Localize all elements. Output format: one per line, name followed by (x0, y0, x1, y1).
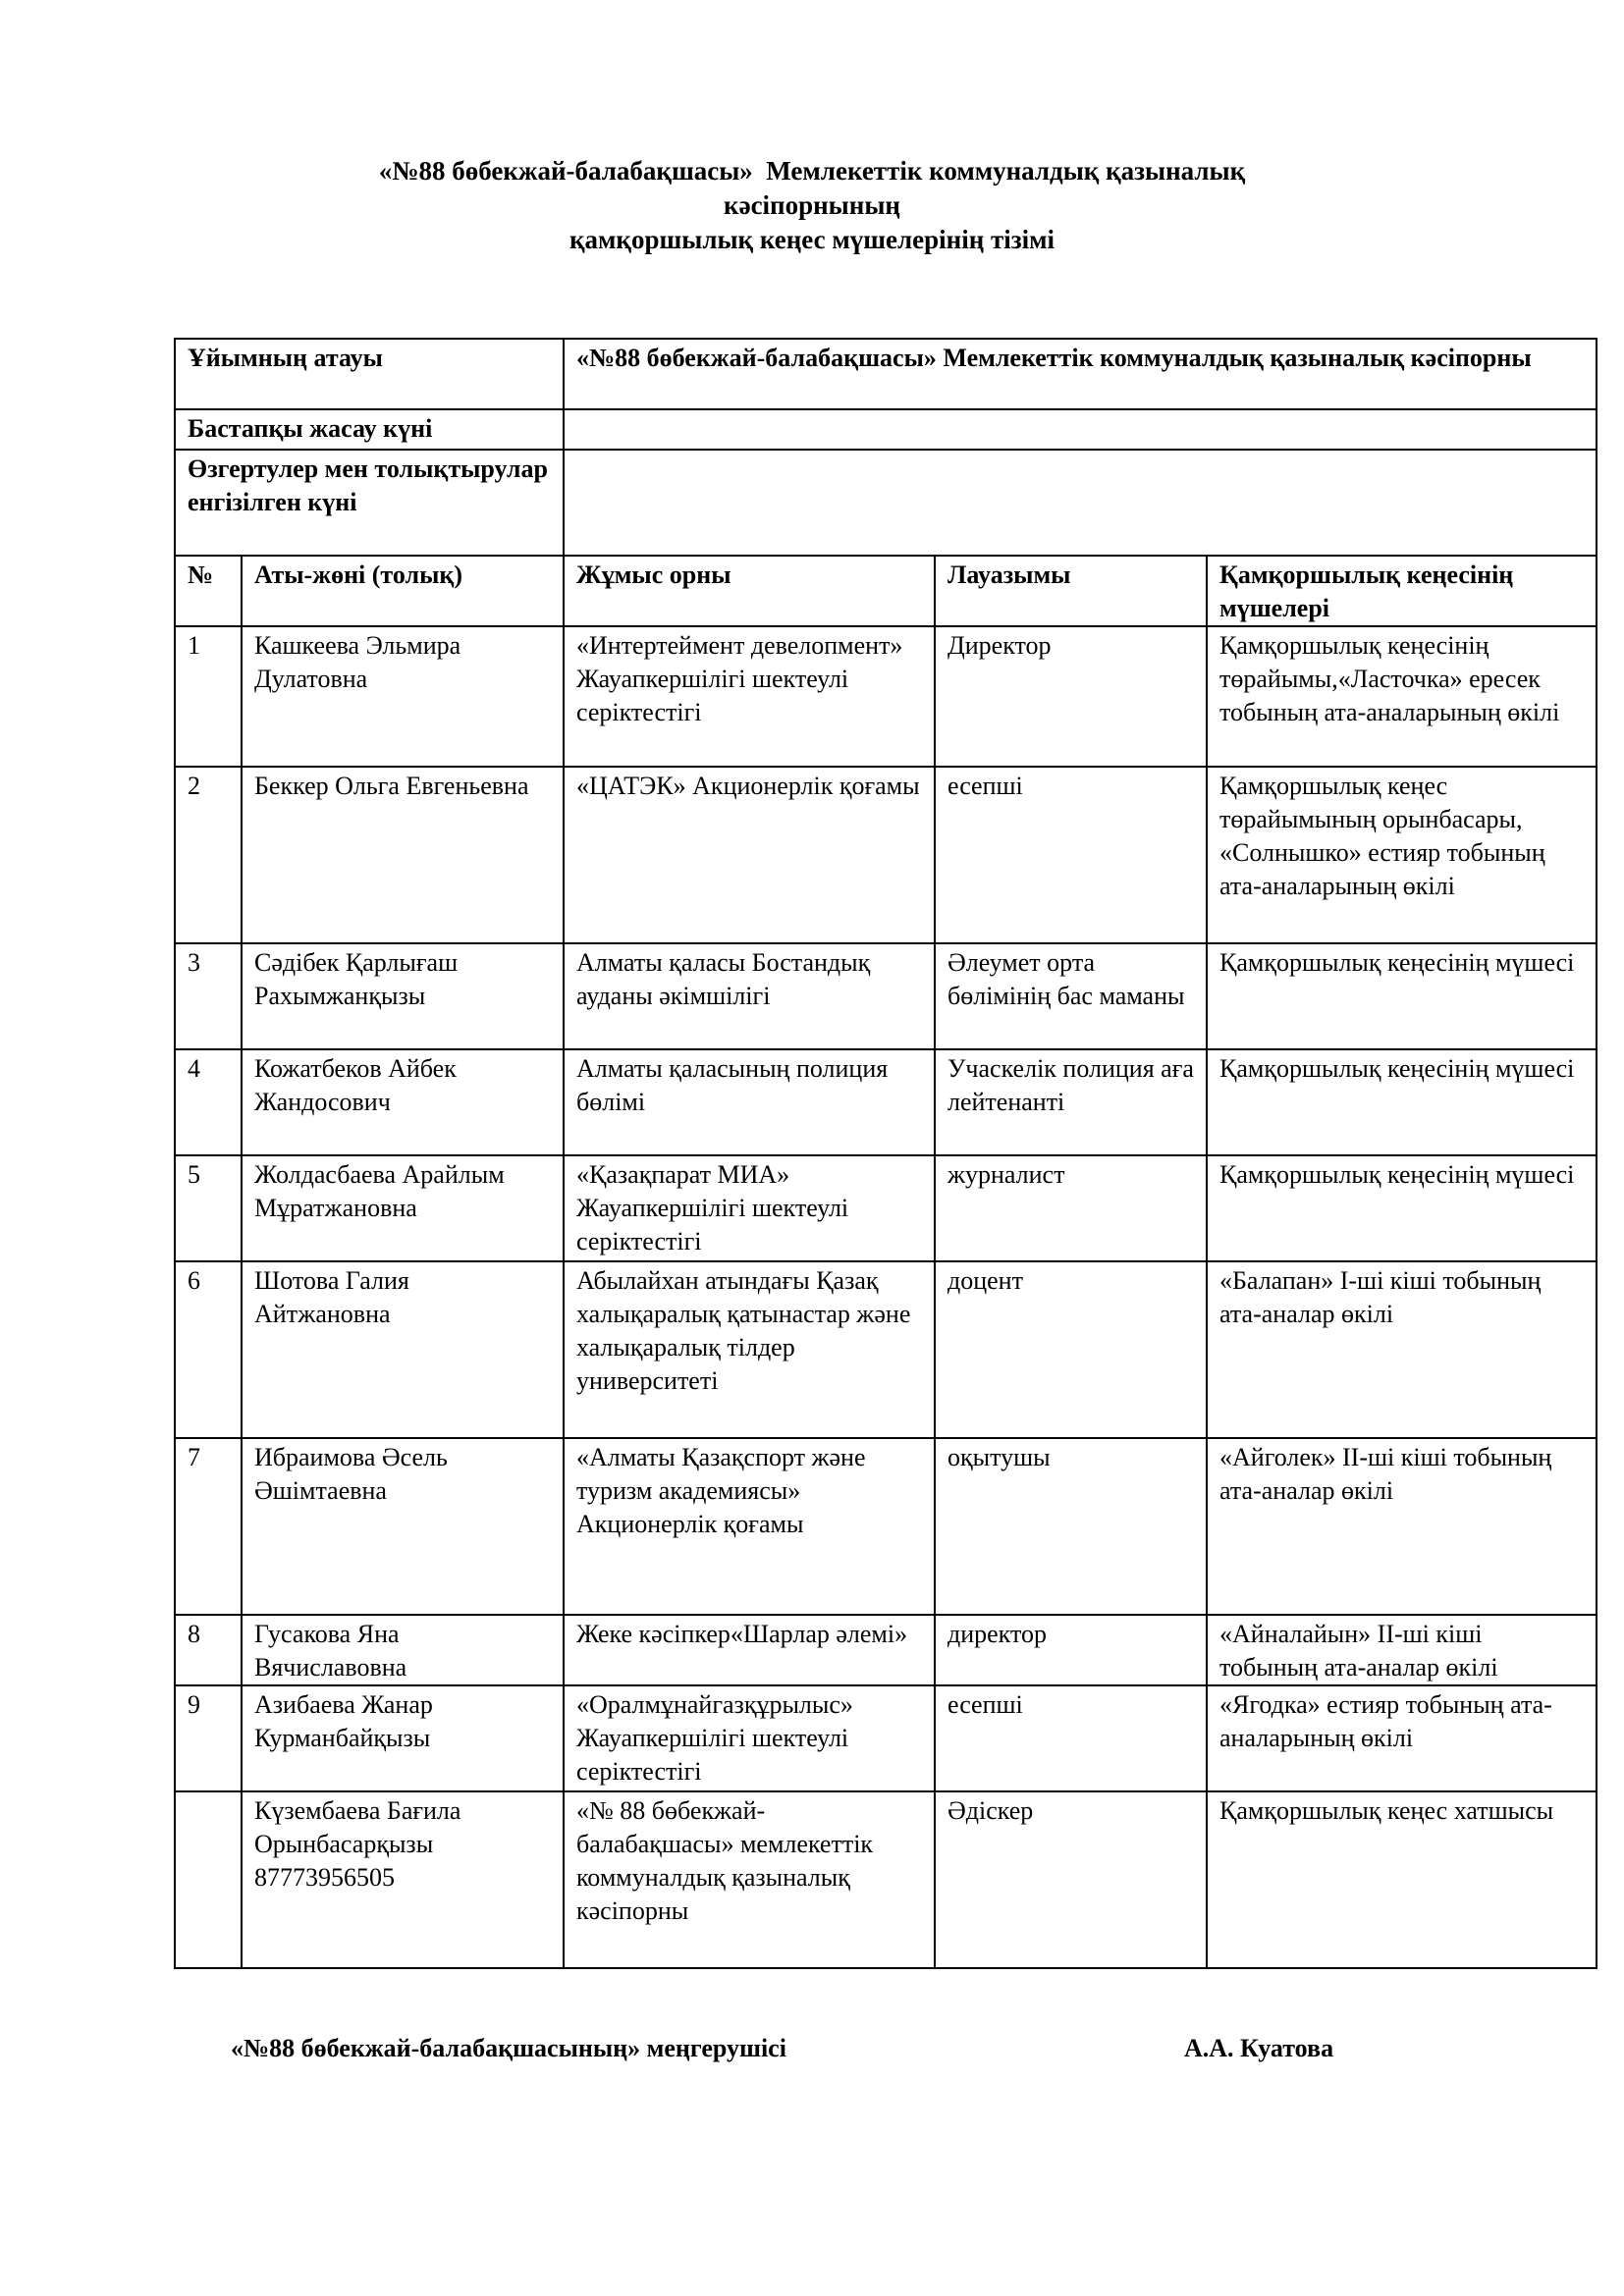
cell-position: директор (935, 1615, 1207, 1685)
col-position-header: Лауазымы (935, 556, 1207, 626)
cell-num: 6 (175, 1261, 242, 1438)
cell-board: «Айголек» II-ші кіші тобының ата-аналар өкілі (1207, 1438, 1597, 1615)
cell-work: «Қазақпарат МИА» Жауапкершілігі шектеулі серіктестігі (564, 1155, 935, 1261)
cell-board: «Айналайын» II-ші кіші тобының ата-аналар өкілі (1207, 1615, 1597, 1685)
cell-position: журналист (935, 1155, 1207, 1261)
cell-num: 3 (175, 943, 242, 1049)
cell-position: доцент (935, 1261, 1207, 1438)
org-name-value: «№88 бөбекжай-балабақшасы» Мемлекеттік коммуналдық қазыналық кәсіпорны (564, 339, 1597, 409)
cell-name: Жолдасбаева Арайлым Мұратжановна (242, 1155, 564, 1261)
cell-work: Алматы қаласы Бостандық ауданы әкімшілігі (564, 943, 935, 1049)
cell-num: 1 (175, 626, 242, 767)
document-title (0, 154, 1624, 257)
org-name-label: Ұйымның атауы (175, 339, 564, 409)
org-date-row (175, 409, 1597, 450)
title-line-3: қамқоршылық кеңес мүшелерінің тізімі (568, 225, 1056, 254)
col-board-header: Қамқоршылық кеңесінің мүшелері (1207, 556, 1597, 626)
cell-num: 5 (175, 1155, 242, 1261)
col-num-header: № (175, 556, 242, 626)
cell-name: Кожатбеков Айбек Жандосович (242, 1049, 564, 1155)
cell-name: Ибраимова Әсель Әшімтаевна (242, 1438, 564, 1615)
cell-name: Гусакова Яна Вячиславовна (242, 1615, 564, 1685)
cell-board: «Балапан» I-ші кіші тобының ата-аналар өкілі (1207, 1261, 1597, 1438)
cell-board: Қамқоршылық кеңесінің төрайымы,«Ласточка» ересек тобының ата-аналарының өкілі (1207, 626, 1597, 767)
cell-position: есепші (935, 767, 1207, 943)
cell-board: Қамқоршылық кеңес хатшысы (1207, 1791, 1597, 1968)
table-row (175, 626, 1597, 767)
cell-position: Әлеумет орта бөлімінің бас маманы (935, 943, 1207, 1049)
cell-num: 7 (175, 1438, 242, 1615)
cell-position: есепші (935, 1685, 1207, 1791)
table-row (175, 943, 1597, 1049)
org-date-value (564, 409, 1597, 450)
table-row (175, 1438, 1597, 1615)
cell-position: Әдіскер (935, 1791, 1207, 1968)
table-row (175, 767, 1597, 943)
org-name-row (175, 339, 1597, 409)
cell-work: «ЦАТЭК» Акционерлік қоғамы (564, 767, 935, 943)
org-changes-row (175, 450, 1597, 556)
table-header-row (175, 556, 1597, 626)
org-date-label: Бастапқы жасау күні (175, 409, 564, 450)
board-members-table (174, 338, 1597, 1969)
table-row (175, 1261, 1597, 1438)
cell-num (175, 1791, 242, 1968)
table-row (175, 1615, 1597, 1685)
cell-board: Қамқоршылық кеңесінің мүшесі (1207, 1049, 1597, 1155)
table-row (175, 1685, 1597, 1791)
cell-name: Азибаева Жанар Курманбайқызы (242, 1685, 564, 1791)
col-work-header: Жұмыс орны (564, 556, 935, 626)
org-changes-label: Өзгертулер мен толықтырулар енгізілген күні (175, 450, 564, 556)
cell-num: 4 (175, 1049, 242, 1155)
table-row (175, 1155, 1597, 1261)
cell-position: Учаскелік полиция аға лейтенанті (935, 1049, 1207, 1155)
cell-name: Беккер Ольга Евгеньевна (242, 767, 564, 943)
cell-work: «Алматы Қазақспорт және туризм академиясы» Акционерлік қоғамы (564, 1438, 935, 1615)
cell-work: Жеке кәсіпкер«Шарлар әлемі» (564, 1615, 935, 1685)
cell-board: Қамқоршылық кеңес төрайымының орынбасары, «Солнышко» естияр тобының ата-аналарының өкілі (1207, 767, 1597, 943)
signature-name: А.А. Куатова (1184, 2034, 1334, 2062)
cell-board: «Ягодка» естияр тобының ата-аналарының өкілі (1207, 1685, 1597, 1791)
org-changes-value (564, 450, 1597, 556)
cell-name: Шотова Галия Айтжановна (242, 1261, 564, 1438)
cell-position: оқытушы (935, 1438, 1207, 1615)
table-row (175, 1049, 1597, 1155)
cell-board: Қамқоршылық кеңесінің мүшесі (1207, 1155, 1597, 1261)
title-line-1: «№88 бөбекжай-балабақшасы» Мемлекеттік коммуналдық қазыналық (378, 156, 1246, 186)
signature-role: «№88 бөбекжай-балабақшасының» меңгерушісі (231, 2034, 786, 2062)
cell-board: Қамқоршылық кеңесінің мүшесі (1207, 943, 1597, 1049)
cell-work: «Интертеймент девелопмент» Жауапкершілігі шектеулі серіктестігі (564, 626, 935, 767)
cell-name: Кашкеева Эльмира Дулатовна (242, 626, 564, 767)
col-name-header: Аты-жөні (толық) (242, 556, 564, 626)
title-line-2: кәсіпорнының (724, 190, 900, 220)
cell-position: Директор (935, 626, 1207, 767)
cell-name: Сәдібек Қарлығаш Рахымжанқызы (242, 943, 564, 1049)
cell-num: 9 (175, 1685, 242, 1791)
cell-work: Абылайхан атындағы Қазақ халықаралық қатынастар және халықаралық тілдер университеті (564, 1261, 935, 1438)
cell-num: 8 (175, 1615, 242, 1685)
table-row (175, 1791, 1597, 1968)
cell-work: «Оралмұнайгазқұрылыс» Жауапкершілігі шектеулі серіктестігі (564, 1685, 935, 1791)
cell-work: Алматы қаласының полиция бөлімі (564, 1049, 935, 1155)
cell-work: «№ 88 бөбекжай-балабақшасы» мемлекеттік коммуналдық қазыналық кәсіпорны (564, 1791, 935, 1968)
cell-num: 2 (175, 767, 242, 943)
cell-name: Күзембаева Бағила Орынбасарқызы 87773956505 (242, 1791, 564, 1968)
